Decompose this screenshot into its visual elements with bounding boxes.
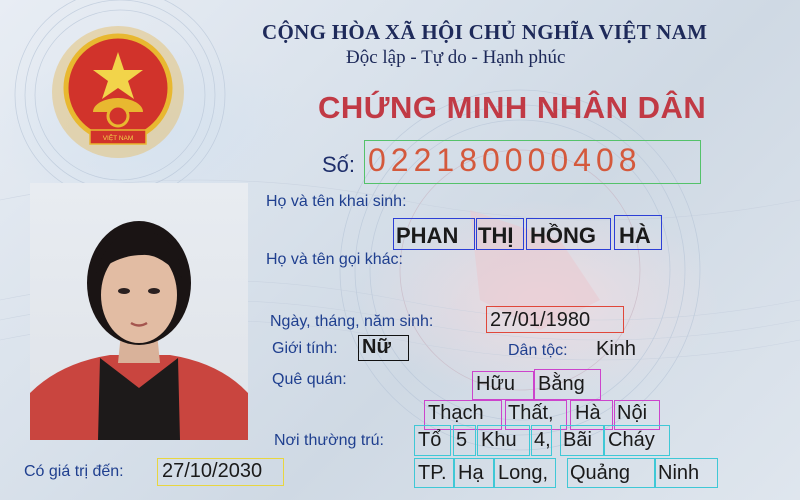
residence-word: Khu [481,429,517,451]
residence-box [531,425,552,456]
hometown-box [472,371,534,400]
residence-word: TP. [418,462,447,484]
residence-box [560,425,604,456]
motto: Độc lập - Tự do - Hạnh phúc [346,47,566,68]
residence-box [414,425,451,456]
name-box [614,215,662,250]
residence-box [454,458,494,488]
name-box [526,218,611,250]
name-box [476,218,524,250]
residence-word: 4, [534,429,551,451]
country-header: CỘNG HÒA XÃ HỘI CHỦ NGHĨA VIỆT NAM [262,20,708,44]
residence-word: Cháy [608,429,655,451]
valid-until-box [157,458,284,486]
name-box [393,218,475,250]
hometown-box [534,369,601,400]
residence-box [655,458,718,488]
residence-box [604,425,670,456]
id-number-label: Số: [322,152,356,177]
residence-word: 5 [456,429,468,451]
residence-box [414,458,454,488]
hometown-word: Thất, [508,402,554,424]
ethnic-value: Kinh [596,338,637,360]
birth-name-label: Họ và tên khai sinh: [266,193,407,210]
id-number-box [364,140,701,184]
dob-label: Ngày, tháng, năm sinh: [270,313,434,330]
hometown-label: Quê quán: [272,371,347,388]
residence-box [453,425,476,456]
dob-value: 27/01/1980 [490,309,591,331]
hometown-word: Hà [575,402,601,424]
residence-word: Ninh [658,462,700,484]
ethnic-label: Dân tộc: [508,342,568,359]
id-number: 022180000408 [368,142,642,178]
birth-name-word-2: THỊ [478,223,514,248]
residence-word: Quảng [570,462,631,484]
residence-box [494,458,556,488]
residence-word: Long, [498,462,549,484]
residence-word: Hạ [458,462,484,484]
national-emblem-icon [48,22,188,162]
dob-box [486,306,624,333]
hometown-word: Nội [617,402,648,424]
residence-box [477,425,530,456]
residence-label: Nơi thường trú: [274,432,384,449]
hometown-word: Bằng [538,373,585,395]
residence-word: Tổ [418,429,442,451]
residence-box [567,458,655,488]
residence-word: Bãi [563,429,592,451]
sex-value: Nữ [362,336,391,358]
hometown-word: Thạch [428,402,484,424]
valid-until-label: Có giá trị đến: [24,463,124,480]
valid-until-value: 27/10/2030 [162,460,263,482]
portrait-photo [30,183,248,440]
other-name-label: Họ và tên gọi khác: [266,251,403,268]
sex-label: Giới tính: [272,340,338,357]
emblem-banner-text: VIỆT NAM [102,135,134,142]
card-title: CHỨNG MINH NHÂN DÂN [318,90,707,125]
sex-box [358,335,409,361]
birth-name-word-1: PHAN [396,223,459,248]
hometown-word: Hữu [476,373,515,395]
birth-name-word-3: HỒNG [530,223,596,248]
birth-name-word-4: HÀ [619,223,651,248]
